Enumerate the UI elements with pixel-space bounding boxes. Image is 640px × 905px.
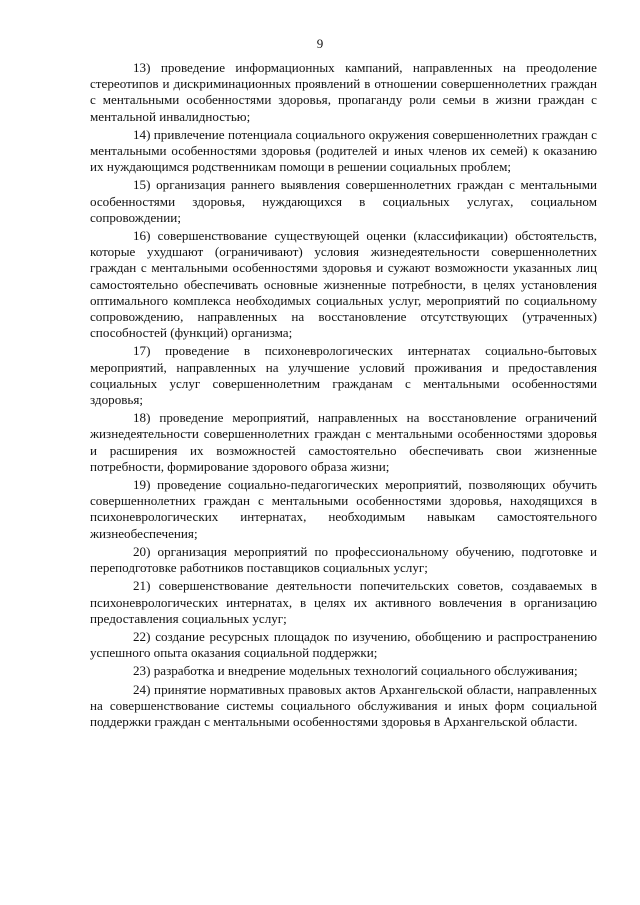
list-item: 20) организация мероприятий по профессиональному обучению, подготовке и переподготовке работников поставщиков социальных услуг; [90, 543, 597, 576]
page-number: 9 [316, 36, 324, 51]
list-item: 22) создание ресурсных площадок по изучению, обобщению и распространению успешного опыта оказания социальной поддержки; [90, 628, 597, 661]
list-item: 13) проведение информационных кампаний, направленных на преодоление стереотипов и дискриминационных проявлений в отношении совершеннолетних граждан с ментальными особенностями здоровья, пропаганду роли семьи в жизни граждан с ментальной инвалидностью; [90, 60, 597, 124]
list-item: 24) принятие нормативных правовых актов Архангельской области, направленных на совершенствование системы социального обслуживания и иных форм социальной поддержки граждан с ментальными особенностями здоровья в Архангельской области. [90, 681, 597, 729]
list-item: 15) организация раннего выявления совершеннолетних граждан с ментальными особенностями здоровья, нуждающихся в социальных услугах, социальном сопровождении; [90, 177, 597, 225]
list-item: 19) проведение социально-педагогических мероприятий, позволяющих обучить совершеннолетних граждан с ментальными особенностями здоровья, находящихся в психоневрологических интернатах, необходимым навыкам самостоятельного жизнеобеспечения; [90, 477, 597, 541]
list-item: 14) привлечение потенциала социального окружения совершеннолетних граждан с ментальными особенностями здоровья (родителей и иных членов их семей) к оказанию их нуждающимся родственникам помощи в решении социальных проблем; [90, 126, 597, 175]
list-item: 17) проведение в психоневрологических интернатах социально-бытовых мероприятий, направленных на улучшение условий проживания и предоставления социальных услуг совершеннолетним гражданам с ментальными особенностями здоровья; [90, 343, 597, 408]
list-item: 16) совершенствование существующей оценки (классификации) обстоятельств, которые ухудшают (ограничивают) условия жизнедеятельности совершеннолетних граждан с ментальными особенностями здоровья и сужают возможности указанных лиц самостоятельно обеспечивать основные жизненные потребности, в целях установления оптимального комплекса необходимых социальных услуг, мероприятий по социальному сопровождению, направленных на восстановление отсутствующих (утраченных) способностей (функций) организма; [90, 228, 597, 341]
list-item: 21) совершенствование деятельности попечительских советов, создаваемых в психоневрологических интернатах, в целях их активного вовлечения в организацию предоставления социальных услуг; [90, 578, 597, 626]
page-body [90, 60, 597, 732]
list-item: 23) разработка и внедрение модельных технологий социального обслуживания; [133, 663, 578, 679]
list-item: 18) проведение мероприятий, направленных на восстановление ограничений жизнедеятельности совершеннолетних граждан с ментальными особенностями здоровья и расширения их возможностей самостоятельно обеспечивать свои жизненные потребности, формирование здорового образа жизни; [90, 410, 597, 474]
